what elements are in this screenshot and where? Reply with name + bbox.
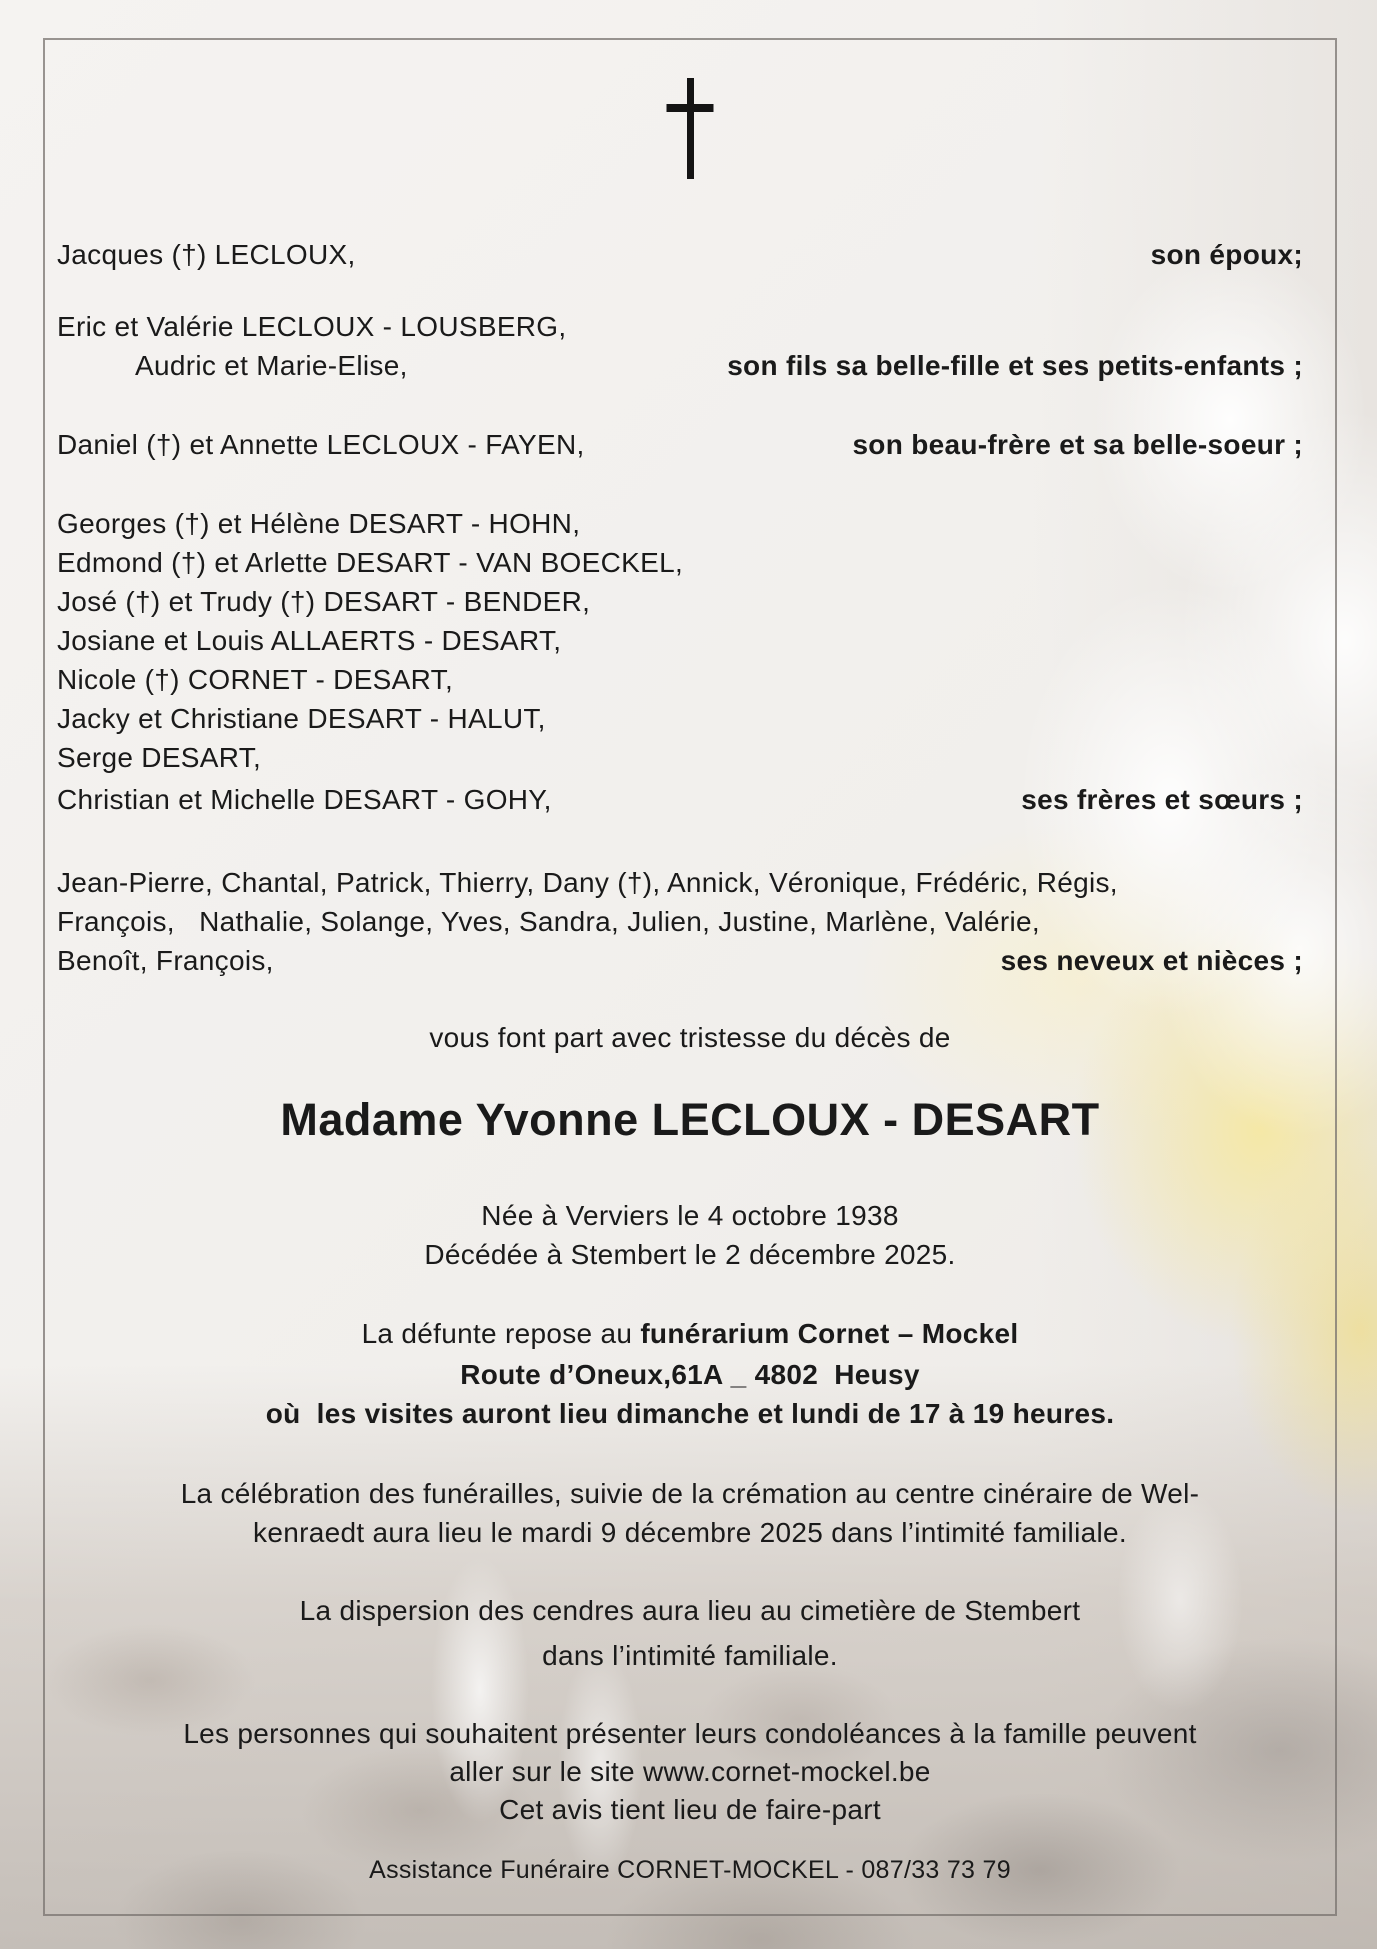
mourner-name: Jean-Pierre, Chantal, Patrick, Thierry, Dany (†), Annick, Véronique, Frédéric, Régis, [57, 867, 1118, 898]
birth-line: Née à Verviers le 4 octobre 1938 [481, 1200, 899, 1231]
announcement-intro: vous font part avec tristesse du décès de [429, 1022, 951, 1053]
mourner-name: Georges (†) et Hélène DESART - HOHN, [57, 508, 581, 539]
mourner-name: Benoît, François, [57, 945, 274, 976]
mourner-name: Edmond (†) et Arlette DESART - VAN BOECKEL, [57, 547, 684, 578]
mourner-name: Josiane et Louis ALLAERTS - DESART, [57, 625, 562, 656]
condolences-line-2 [57, 1752, 1323, 1791]
mourner-row [57, 425, 1303, 464]
condolences-line-1: Les personnes qui souhaitent présenter leurs condoléances à la famille peuvent [183, 1718, 1197, 1749]
mourner-row [57, 346, 1303, 385]
mourner-row [57, 582, 1303, 621]
mourner-row [57, 660, 1303, 699]
mourner-row [57, 235, 1303, 274]
cremation-line-2: kenraedt aura lieu le mardi 9 décembre 2025 dans l’intimité familiale. [253, 1517, 1127, 1548]
repose-prefix: La défunte repose au [361, 1318, 641, 1349]
mourner-row [57, 941, 1303, 980]
mourner-name: Jacky et Christiane DESART - HALUT, [57, 703, 546, 734]
funeral-service-footer: Assistance Funéraire CORNET-MOCKEL - 087/33 73 79 [369, 1856, 1011, 1884]
mourner-row [57, 780, 1303, 819]
dispersion-line-1: La dispersion des cendres aura lieu au cimetière de Stembert [299, 1595, 1081, 1626]
death-line: Décédée à Stembert le 2 décembre 2025. [424, 1239, 956, 1270]
funeral-home-address: Route d’Oneux,61A _ 4802 Heusy [460, 1359, 920, 1390]
website-url: www.cornet-mockel.be [643, 1756, 931, 1787]
cross-horizontal-bar [667, 104, 714, 112]
mourner-row [57, 621, 1303, 660]
deceased-name-title: Madame Yvonne LECLOUX - DESART [280, 1094, 1100, 1145]
mourner-name: Serge DESART, [57, 742, 262, 773]
mourner-name: Nicole (†) CORNET - DESART, [57, 664, 454, 695]
cross-vertical-bar [687, 78, 694, 179]
mourner-row [57, 699, 1303, 738]
visits-line: où les visites auront lieu dimanche et lundi de 17 à 19 heures. [265, 1398, 1115, 1429]
mourner-name: Eric et Valérie LECLOUX - LOUSBERG, [57, 311, 567, 342]
condolences-line-2-prefix: aller sur le site [449, 1756, 644, 1787]
relation-label: son fils sa belle-fille et ses petits-enfants ; [727, 350, 1303, 381]
cross-icon [667, 78, 714, 179]
mourner-name: José (†) et Trudy (†) DESART - BENDER, [57, 586, 591, 617]
mourner-row [57, 863, 1303, 902]
page-border-frame [43, 38, 1337, 1916]
mourner-row [57, 543, 1303, 582]
mourner-name: Christian et Michelle DESART - GOHY, [57, 784, 552, 815]
relation-label: son époux; [1150, 239, 1303, 270]
repose-line [57, 1314, 1323, 1353]
relation-label: ses neveux et nièces ; [1000, 945, 1303, 976]
relation-label: son beau-frère et sa belle-soeur ; [852, 429, 1303, 460]
cremation-line-1: La célébration des funérailles, suivie de la crémation au centre cinéraire de Wel- [180, 1478, 1200, 1509]
mourner-row [57, 738, 1303, 777]
mourner-name: Jacques (†) LECLOUX, [57, 239, 356, 270]
mourner-row [57, 504, 1303, 543]
funeral-home-name: funérarium Cornet – Mockel [640, 1318, 1019, 1349]
condolences-line-3: Cet avis tient lieu de faire-part [499, 1794, 881, 1825]
dispersion-line-2: dans l’intimité familiale. [542, 1640, 838, 1671]
relation-label: ses frères et sœurs ; [1021, 784, 1303, 815]
mourner-name: Daniel (†) et Annette LECLOUX - FAYEN, [57, 429, 585, 460]
mourner-row [57, 307, 1303, 346]
mourner-row [57, 902, 1303, 941]
mourner-name: Audric et Marie-Elise, [135, 350, 408, 381]
mourner-name: François, Nathalie, Solange, Yves, Sandra, Julien, Justine, Marlène, Valérie, [57, 906, 1040, 937]
